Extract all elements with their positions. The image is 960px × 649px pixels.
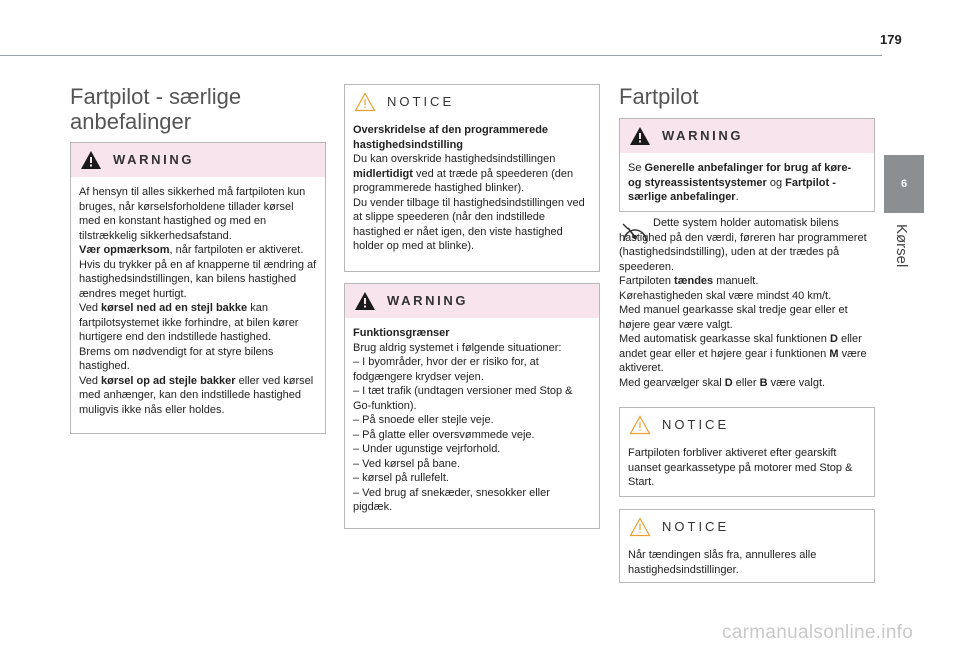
warning-heading bbox=[353, 326, 591, 341]
text: manuelt. bbox=[713, 275, 759, 287]
text: Med automatisk gearkasse skal funktionen bbox=[619, 333, 830, 345]
bold-text: kørsel ned ad en stejl bakke bbox=[101, 302, 248, 314]
warning-text bbox=[79, 374, 317, 418]
bold-text: Overskridelse af den programmerede hastighedsindstilling bbox=[353, 124, 549, 151]
text: og bbox=[766, 176, 786, 189]
notice-text: Du vender tilbage til hastighedsindstillingen ved at slippe speederen (når den indstillede hastighed er nået igen, den viste hastighed holder op med at blinke). bbox=[353, 196, 585, 252]
list-item: – Under ugunstige vejrforhold. bbox=[353, 443, 501, 455]
notice-body bbox=[345, 117, 599, 262]
bold-text: tændes bbox=[674, 275, 714, 287]
warning-triangle-icon bbox=[354, 291, 376, 311]
paragraph bbox=[619, 376, 875, 391]
warning-header bbox=[345, 284, 599, 318]
page-number: 179 bbox=[880, 32, 902, 47]
text: kan fartpilotsystemet ikke forhindre, at bilen kører hurtigere end den indstillede hastighed. bbox=[79, 302, 299, 343]
text: eller andet gear eller et højere gear i funktionen bbox=[619, 333, 862, 360]
text: Ved bbox=[79, 302, 102, 314]
warning-text bbox=[79, 301, 317, 345]
notice-label: NOTICE bbox=[662, 417, 730, 432]
warning-body bbox=[71, 177, 325, 425]
notice-text: Når tændingen slås fra, annulleres alle hastighedsindstillinger. bbox=[628, 549, 817, 576]
bold-text: kørsel op ad stejle bakker bbox=[101, 374, 236, 387]
warning-text: Af hensyn til alles sikkerhed må fartpiloten kun bruges, når kørselsforholdene tillader kørsel med en konstant hastighed og med en tilstrækkelig sikkerhedsafstand. bbox=[79, 186, 306, 242]
notice-triangle-icon bbox=[354, 92, 376, 112]
notice-body bbox=[620, 440, 874, 498]
warning-label: WARNING bbox=[662, 128, 744, 143]
list-item: – kørsel på rullefelt. bbox=[353, 472, 449, 484]
notice-text bbox=[353, 152, 591, 196]
text: Se bbox=[628, 162, 645, 174]
text: eller bbox=[732, 376, 760, 389]
warning-intro: Brug aldrig systemet i følgende situationer: bbox=[353, 341, 562, 354]
description-text bbox=[619, 216, 875, 390]
notice-body bbox=[620, 542, 874, 585]
notice-header bbox=[620, 408, 874, 440]
notice-box-middle bbox=[344, 84, 600, 272]
warning-text: Brems om nødvendigt for at styre bilens hastighed. bbox=[79, 345, 274, 372]
header-rule bbox=[0, 55, 882, 56]
text: , når fartpiloten er aktiveret. bbox=[169, 244, 304, 256]
bold-text: Vær opmærksom bbox=[79, 244, 170, 256]
notice-triangle-icon bbox=[629, 415, 651, 435]
bold-text: Fartpilot - særlige anbefalinger bbox=[628, 176, 836, 203]
section-title-right: Fartpilot bbox=[619, 84, 699, 109]
warning-header bbox=[71, 143, 325, 177]
paragraph: Dette system holder automatisk bilens hastighed på den værdi, føreren har programmeret (hastighedsindstilling), uden at der trædes på speederen. bbox=[619, 217, 867, 273]
text: ved at træde på speederen (den programmerede hastighed blinker). bbox=[353, 167, 574, 194]
chapter-tab[interactable]: 6 bbox=[884, 155, 924, 213]
chapter-label-text: Kørsel bbox=[893, 224, 910, 268]
list-item: – I tæt trafik (undtagen versioner med Stop & Go-funktion). bbox=[353, 385, 573, 412]
list-item: – Ved kørsel på bane. bbox=[353, 457, 461, 470]
chapter-label bbox=[886, 218, 926, 278]
list-item: – I byområder, hvor der er risiko for, at fodgængere krydser vejen. bbox=[353, 356, 539, 383]
list-item: – På glatte eller oversvømmede veje. bbox=[353, 428, 535, 441]
watermark: carmanualsonline.info bbox=[722, 622, 914, 643]
paragraph: Kørehastigheden skal være mindst 40 km/t. bbox=[619, 289, 832, 302]
text: eller ved kørsel med anhænger, kan den indstillede hastighed muligvis ikke nås eller holdes. bbox=[79, 374, 314, 416]
text: Fartpiloten bbox=[619, 275, 675, 287]
notice-box-right-1 bbox=[619, 407, 875, 497]
section-title-left: Fartpilot - særlige anbefalinger bbox=[70, 84, 242, 134]
warning-triangle-icon bbox=[629, 126, 651, 146]
text: Ved bbox=[79, 374, 102, 387]
warning-text bbox=[628, 161, 866, 205]
notice-label: NOTICE bbox=[387, 94, 455, 109]
list-item: – Ved brug af snekæder, snesokker eller pigdæk. bbox=[353, 486, 550, 513]
warning-label: WARNING bbox=[387, 293, 469, 308]
notice-text: Fartpiloten forbliver aktiveret efter gearskift uanset gearkassetype på motorer med Stop & Start. bbox=[628, 447, 853, 488]
bold-text: D bbox=[724, 376, 733, 389]
warning-box-left bbox=[70, 142, 326, 434]
text: være aktiveret. bbox=[619, 347, 867, 374]
warning-body bbox=[620, 153, 874, 213]
paragraph: Med manuel gearkasse skal tredje gear eller et højere gear være valgt. bbox=[619, 304, 848, 331]
text: være valgt. bbox=[767, 376, 826, 389]
bold-text: D bbox=[829, 333, 838, 345]
notice-triangle-icon bbox=[629, 517, 651, 537]
notice-heading bbox=[353, 123, 591, 152]
warning-label: WARNING bbox=[113, 152, 195, 167]
warning-box-right bbox=[619, 118, 875, 212]
text: Med gearvælger skal bbox=[619, 376, 725, 389]
bold-text: midlertidigt bbox=[353, 167, 413, 180]
text: . bbox=[735, 191, 739, 203]
bold-text: Generelle anbefalinger for brug af køre- og styreassistentsystemer bbox=[628, 162, 852, 189]
notice-header bbox=[345, 85, 599, 117]
warning-header bbox=[620, 119, 874, 153]
bold-text: B bbox=[759, 376, 768, 389]
notice-box-right-2 bbox=[619, 509, 875, 583]
notice-header bbox=[620, 510, 874, 542]
notice-label: NOTICE bbox=[662, 519, 730, 534]
bold-text: Funktionsgrænser bbox=[353, 327, 450, 339]
list-item: – På snoede eller stejle veje. bbox=[353, 414, 494, 426]
warning-box-middle bbox=[344, 283, 600, 529]
paragraph bbox=[619, 332, 875, 376]
text: Du kan overskride hastighedsindstillingen bbox=[353, 153, 556, 165]
warning-triangle-icon bbox=[80, 150, 102, 170]
paragraph bbox=[619, 274, 875, 289]
warning-text bbox=[79, 243, 317, 258]
bold-text: M bbox=[829, 347, 839, 360]
warning-body bbox=[345, 318, 599, 523]
warning-text: Hvis du trykker på en af knapperne til ændring af hastighedsindstillingen, kan bilens hastighed ændres meget hurtigt. bbox=[79, 258, 317, 300]
